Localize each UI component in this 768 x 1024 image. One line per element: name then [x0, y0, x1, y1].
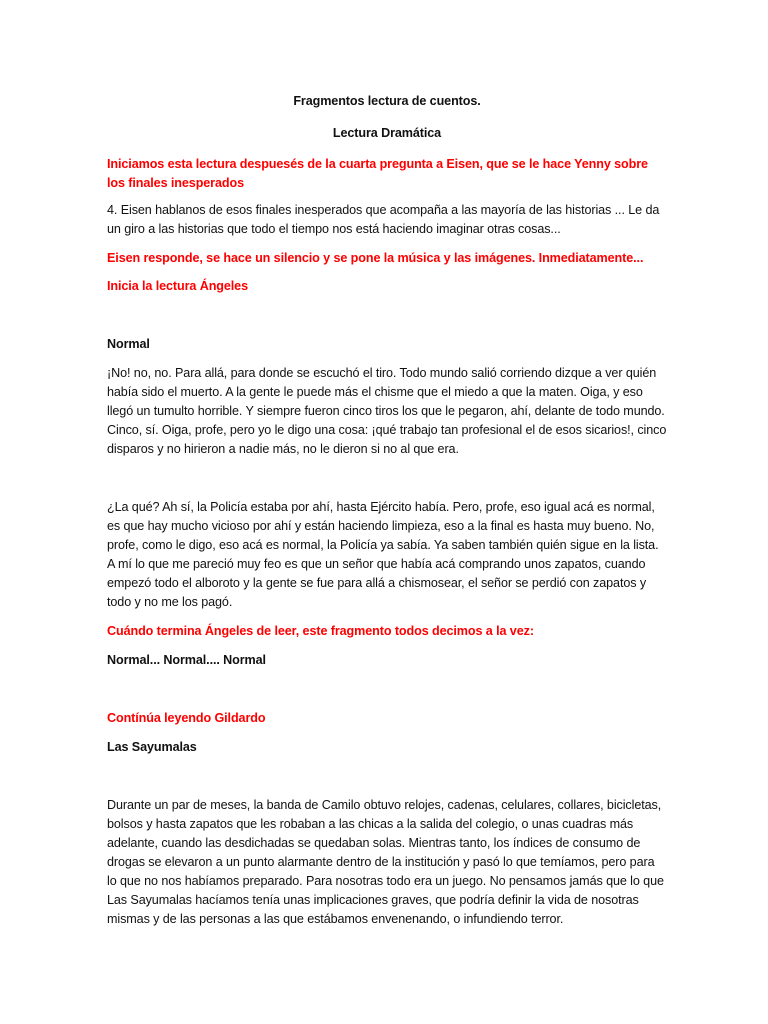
stage-direction-2: Eisen responde, se hace un silencio y se pone la música y las imágenes. Inmediatamente...: [107, 251, 644, 265]
paragraph-question: 4. Eisen hablanos de esos finales inesperados que acompaña a las mayoría de las historias ... Le da un giro a las historias que todo el tiempo nos está haciendo imaginar otras cosas...: [107, 203, 660, 236]
paragraph-normal-1: ¡No! no, no. Para allá, para donde se escuchó el tiro. Todo mundo salió corriendo dizque a ver quién había sido el muerto. A la gente le puede más el chisme que el miedo a que la maten. Oiga, y eso llegó un tumulto horrible. Y siempre fueron cinco tiros los que le pegaron, ahí, delante de todo mundo. Cinco, sí. Oiga, profe, pero yo le digo una cosa: ¡qué trabajo tan profesional el de esos sicarios!, cinco disparos y no hirieron a nadie más, no le dieron si no al que era.: [107, 366, 667, 456]
stage-direction-1: Iniciamos esta lectura despuesés de la cuarta pregunta a Eisen, que se le hace Yenny sobre los finales inesperados: [107, 157, 648, 190]
stage-direction-3: Inicia la lectura Ángeles: [107, 279, 248, 293]
document-title: Fragmentos lectura de cuentos.: [293, 94, 481, 108]
chorus-line: Normal... Normal.... Normal: [107, 653, 266, 667]
section-heading-sayumalas: Las Sayumalas: [107, 740, 197, 754]
document-body: [107, 92, 667, 929]
document-subtitle: Lectura Dramática: [332, 126, 442, 140]
paragraph-sayumalas: Durante un par de meses, la banda de Camilo obtuvo relojes, cadenas, celulares, collares, bicicletas, bolsos y hasta zapatos que les robaban a las chicas a la salida del colegio, o unas cuadras más adelante, cuando las desdichadas se quedaban solas. Mientras tanto, los índices de consumo de drogas se elevaron a un punto alarmante dentro de la institución y pasó lo que temíamos, pero para lo que no nos habíamos preparado. Para nosotras todo era un juego. No pensamos jamás que lo que Las Sayumalas hacíamos tenía unas implicaciones graves, que podría definir la vida de nosotras mismas y de las personas a las que estábamos envenenando, o infundiendo terror.: [107, 798, 664, 926]
stage-direction-4: Cuándo termina Ángeles de leer, este fragmento todos decimos a la vez:: [107, 624, 534, 638]
section-heading-normal: Normal: [107, 337, 150, 351]
stage-direction-5: Contínúa leyendo Gildardo: [107, 711, 266, 725]
paragraph-normal-2: ¿La qué? Ah sí, la Policía estaba por ahí, hasta Ejército había. Pero, profe, eso igual acá es normal, es que hay mucho vicioso por ahí y están haciendo limpieza, eso a la final es hasta muy bueno. No, profe, como le digo, eso acá es normal, la Policía ya sabía. Ya saben también quién sigue en la lista. A mí lo que me pareció muy feo es que un señor que había acá comprando unos zapatos, cuando empezó todo el alboroto y la gente se fue para allá a chismosear, el señor se perdió con zapatos y todo y no me los pagó.: [107, 500, 659, 609]
